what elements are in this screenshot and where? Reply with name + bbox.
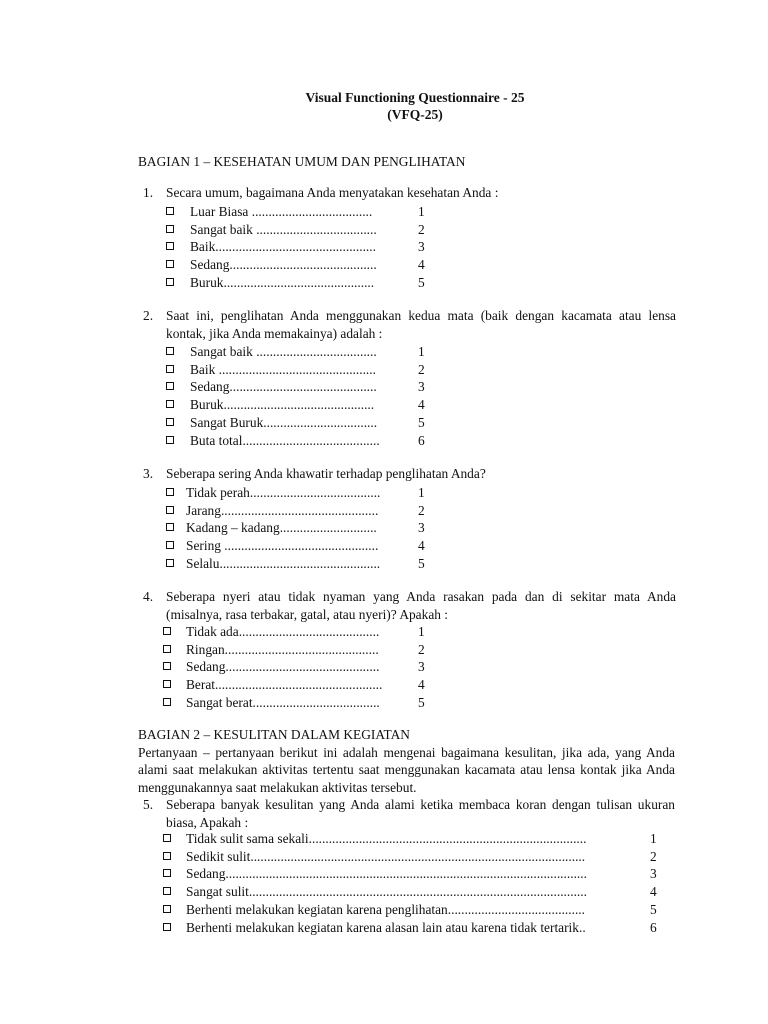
q2-option-5-label: Sangat Buruk.................................. <box>190 415 378 430</box>
checkbox-q4-opt4[interactable] <box>163 680 171 688</box>
question-3-number: 3. <box>143 466 154 481</box>
checkbox-q2-opt2[interactable] <box>166 365 174 373</box>
checkbox-q2-opt1[interactable] <box>166 347 174 355</box>
q4-option-5-label: Sangat berat...................................... <box>186 695 380 710</box>
q5-option-3-value: 3 <box>650 866 657 881</box>
question-5-number: 5. <box>143 797 154 812</box>
checkbox-q1-opt3[interactable] <box>166 242 174 250</box>
q2-option-3-value: 3 <box>418 379 425 394</box>
checkbox-q3-opt2[interactable] <box>166 506 174 514</box>
checkbox-q4-opt2[interactable] <box>163 645 171 653</box>
q3-option-4-value: 4 <box>418 538 425 553</box>
q4-option-5-value: 5 <box>418 695 425 710</box>
checkbox-q3-opt1[interactable] <box>166 488 174 496</box>
checkbox-q2-opt6[interactable] <box>166 436 174 444</box>
checkbox-q1-opt1[interactable] <box>166 207 174 215</box>
q1-option-2-value: 2 <box>418 222 425 237</box>
q5-option-1-label: Tidak sulit sama sekali................................................................................... <box>186 831 587 846</box>
q5-option-4-value: 4 <box>650 884 657 899</box>
question-4-number: 4. <box>143 589 154 604</box>
q4-option-3-label: Sedang.............................................. <box>186 659 380 674</box>
q2-option-3-label: Sedang............................................ <box>190 379 377 394</box>
q3-option-4-label: Sering .............................................. <box>186 538 379 553</box>
q5-option-3-label: Sedang............................................................................................................ <box>186 866 587 881</box>
q2-option-2-label: Baik ............................................... <box>190 362 376 377</box>
q1-option-3-value: 3 <box>418 239 425 254</box>
question-1-number: 1. <box>143 185 154 200</box>
q3-option-2-label: Jarang............................................... <box>186 503 379 518</box>
checkbox-q3-opt3[interactable] <box>166 523 174 531</box>
q1-option-5-label: Buruk............................................. <box>190 275 375 290</box>
checkbox-q2-opt5[interactable] <box>166 418 174 426</box>
checkbox-q5-opt2[interactable] <box>163 852 171 860</box>
q4-option-2-label: Ringan.............................................. <box>186 642 379 657</box>
q4-option-4-value: 4 <box>418 677 425 692</box>
q1-option-4-label: Sedang............................................ <box>190 257 377 272</box>
q2-option-6-value: 6 <box>418 433 425 448</box>
q2-option-1-value: 1 <box>418 344 425 359</box>
q3-option-3-value: 3 <box>418 520 425 535</box>
checkbox-q5-opt5[interactable] <box>163 905 171 913</box>
q3-option-2-value: 2 <box>418 503 425 518</box>
q5-option-2-label: Sedikit sulit.................................................................................................... <box>186 849 586 864</box>
q1-option-2-label: Sangat baik .................................... <box>190 222 377 237</box>
q2-option-4-value: 4 <box>418 397 425 412</box>
q4-option-3-value: 3 <box>418 659 425 674</box>
q4-option-1-value: 1 <box>418 624 425 639</box>
checkbox-q2-opt4[interactable] <box>166 400 174 408</box>
q5-option-1-value: 1 <box>650 831 657 846</box>
section-2-heading: BAGIAN 2 – KESULITAN DALAM KEGIATAN <box>138 727 410 742</box>
question-4-text: Seberapa nyeri atau tidak nyaman yang Anda rasakan pada dan di sekitar mata Anda (misalnya, rasa terbakar, gatal, atau nyeri)? Apakah : <box>166 589 676 622</box>
checkbox-q5-opt3[interactable] <box>163 869 171 877</box>
q2-option-6-label: Buta total......................................... <box>190 433 380 448</box>
checkbox-q5-opt1[interactable] <box>163 834 171 842</box>
q3-option-5-value: 5 <box>418 556 425 571</box>
checkbox-q3-opt5[interactable] <box>166 559 174 567</box>
checkbox-q4-opt5[interactable] <box>163 698 171 706</box>
section-1-heading: BAGIAN 1 – KESEHATAN UMUM DAN PENGLIHATAN <box>138 154 466 169</box>
document-subtitle: (VFQ-25) <box>387 107 443 122</box>
q2-option-5-value: 5 <box>418 415 425 430</box>
q3-option-5-label: Selalu................................................ <box>186 556 381 571</box>
section-2-intro: Pertanyaan – pertanyaan berikut ini adalah mengenai bagaimana kesulitan, jika ada, yang Anda alami saat melakukan aktivitas tertentu saat menggunakan kacamata atau lensa kontak jika Anda menggunakannya saat melakukan aktivitas tersebut. <box>138 745 675 795</box>
checkbox-q4-opt3[interactable] <box>163 662 171 670</box>
q3-option-1-label: Tidak perah....................................... <box>186 485 381 500</box>
checkbox-q1-opt5[interactable] <box>166 278 174 286</box>
checkbox-q2-opt3[interactable] <box>166 382 174 390</box>
document-title: Visual Functioning Questionnaire - 25 <box>305 90 525 105</box>
q5-option-6-value: 6 <box>650 920 657 935</box>
checkbox-q1-opt4[interactable] <box>166 260 174 268</box>
q2-option-4-label: Buruk............................................. <box>190 397 375 412</box>
q1-option-1-value: 1 <box>418 204 425 219</box>
question-2-number: 2. <box>143 308 154 323</box>
q5-option-4-label: Sangat sulit..................................................................................................... <box>186 884 587 899</box>
q5-option-5-value: 5 <box>650 902 657 917</box>
checkbox-q5-opt6[interactable] <box>163 923 171 931</box>
q5-option-5-label: Berhenti melakukan kegiatan karena penglihatan......................................... <box>186 902 586 917</box>
checkbox-q4-opt1[interactable] <box>163 627 171 635</box>
q4-option-4-label: Berat.................................................. <box>186 677 383 692</box>
q1-option-4-value: 4 <box>418 257 425 272</box>
q1-option-3-label: Baik................................................ <box>190 239 376 254</box>
question-3-text: Seberapa sering Anda khawatir terhadap penglihatan Anda? <box>166 466 486 481</box>
q3-option-3-label: Kadang – kadang............................. <box>186 520 377 535</box>
q5-option-2-value: 2 <box>650 849 657 864</box>
q3-option-1-value: 1 <box>418 485 425 500</box>
checkbox-q1-opt2[interactable] <box>166 225 174 233</box>
question-5-text: Seberapa banyak kesulitan yang Anda alami ketika membaca koran dengan tulisan ukuran biasa, Apakah : <box>166 797 675 830</box>
checkbox-q5-opt4[interactable] <box>163 887 171 895</box>
question-2-text: Saat ini, penglihatan Anda menggunakan kedua mata (baik dengan kacamata atau lensa kontak, jika Anda memakainya) adalah : <box>166 308 676 341</box>
q4-option-1-label: Tidak ada.......................................... <box>186 624 380 639</box>
q2-option-2-value: 2 <box>418 362 425 377</box>
q5-option-6-label: Berhenti melakukan kegiatan karena alasan lain atau karena tidak tertarik.. <box>186 920 586 935</box>
checkbox-q3-opt4[interactable] <box>166 541 174 549</box>
question-1-text: Secara umum, bagaimana Anda menyatakan kesehatan Anda : <box>166 185 499 200</box>
q1-option-1-label: Luar Biasa .................................... <box>190 204 373 219</box>
q2-option-1-label: Sangat baik .................................... <box>190 344 377 359</box>
q4-option-2-value: 2 <box>418 642 425 657</box>
q1-option-5-value: 5 <box>418 275 425 290</box>
